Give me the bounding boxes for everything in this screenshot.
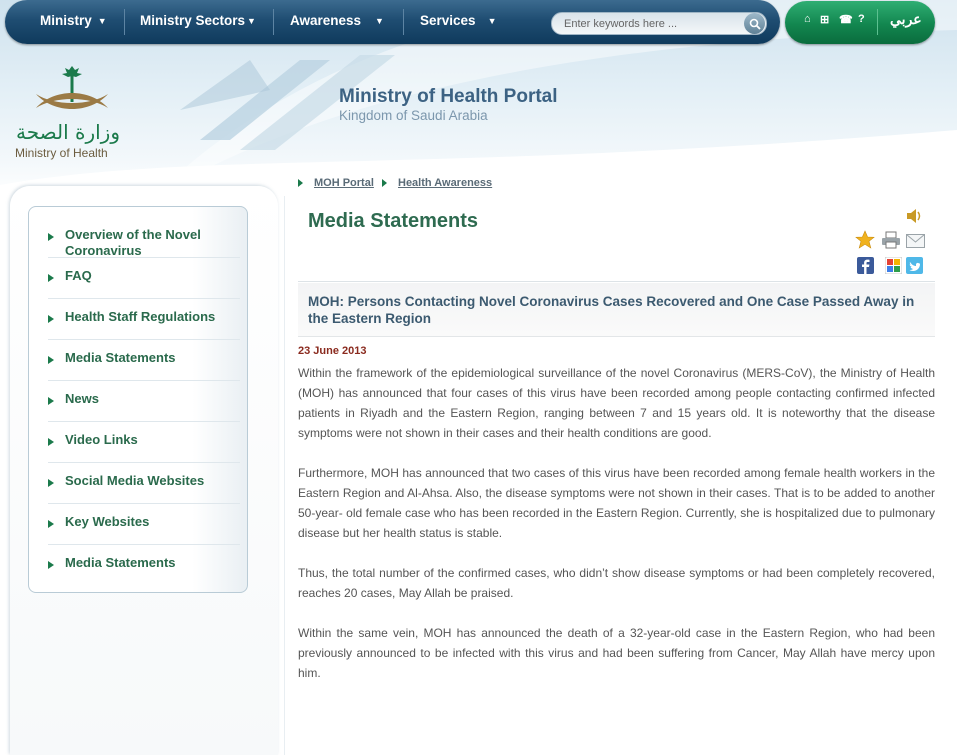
bullet-arrow-icon [48,438,54,446]
print-icon[interactable] [881,231,901,249]
divider [298,281,935,282]
bullet-arrow-icon [48,520,54,528]
sidebar-item-media-statements-2[interactable]: Media Statements [48,555,240,585]
article-title: MOH: Persons Contacting Novel Coronavirus Cases Recovered and One Case Passed Away in the Eastern Region [308,294,915,326]
site-title: Ministry of Health Portal [339,86,558,107]
google-icon[interactable] [885,257,902,274]
email-icon[interactable] [906,234,925,248]
sidebar-item-overview[interactable]: Overview of the Novel Coronavirus [48,227,240,258]
twitter-icon[interactable] [906,257,923,274]
article-paragraph: Within the same vein, MOH has announced the death of a 32-year-old case in the Eastern Region, who had been previously announced to be infected with this virus and had been suffering from Cancer, May Allah have mercy upon him. [298,626,935,680]
bullet-arrow-icon [48,561,54,569]
nav-ministry-sectors[interactable]: Ministry Sectors ▼ [140,13,256,28]
article-body [298,363,935,703]
article-paragraph: Thus, the total number of the confirmed cases, who didn’t show disease symptoms or had been completely recovered, reaches 20 cases, May Allah be praised. [298,566,935,600]
chevron-down-icon: ▼ [247,16,256,26]
article-paragraph: Furthermore, MOH has announced that two cases of this virus have been recorded among female health workers in the Eastern Region and Al-Ahsa. Also, the disease symptoms were not shown in their cases. That is to be added to another 50-year- old female case who has been recorded in the Eastern Region. Currently, she is hospitalized due to pulmonary disease but her health status is stable. [298,466,935,540]
speaker-icon[interactable] [905,207,923,225]
bullet-arrow-icon [48,315,54,323]
nav-awareness[interactable]: Awareness ▼ [290,13,384,28]
page-title: Media Statements [308,210,479,232]
sidebar-item-social-media-websites[interactable]: Social Media Websites [48,473,240,504]
sidebar-menu [28,206,248,593]
article-paragraph: Within the framework of the epidemiological surveillance of the novel Coronavirus (MERS-CoV), the Ministry of Health (MOH) has announced that four cases of this virus have been recorded among people contacting confirmed infected patients in Riyadh and the Eastern Region, ranging between 7 and 15 years old. It is noteworthy that the disease symptoms were not shown in their cases and their health conditions are good. [298,366,935,440]
logo-english-text: Ministry of Health [15,146,108,160]
sidebar-item-key-websites[interactable]: Key Websites [48,514,240,545]
sidebar-item-faq[interactable]: FAQ [48,268,240,299]
bullet-arrow-icon [48,397,54,405]
main-navigation [5,0,780,44]
bullet-arrow-icon [48,233,54,241]
sidebar-item-media-statements[interactable]: Media Statements [48,350,240,381]
logo-arabic-text: وزارة الصحة [16,120,120,144]
phone-icon[interactable]: ☎ [839,14,853,26]
search-icon [749,18,761,30]
article-date: 23 June 2013 [298,345,367,357]
breadcrumb-moh-portal[interactable]: MOH Portal [314,177,374,189]
sidebar-item-health-staff-regulations[interactable]: Health Staff Regulations [48,309,240,340]
article-header [298,283,935,337]
breadcrumb-arrow-icon [298,179,303,187]
sidebar-item-video-links[interactable]: Video Links [48,432,240,463]
breadcrumb-health-awareness[interactable]: Health Awareness [398,177,493,189]
language-switch-link[interactable]: عربي [890,11,922,27]
facebook-icon[interactable] [857,257,874,274]
sidebar-item-news[interactable]: News [48,391,240,422]
bullet-arrow-icon [48,274,54,282]
breadcrumb-arrow-icon [382,179,387,187]
chevron-down-icon: ▼ [375,16,384,26]
site-subtitle: Kingdom of Saudi Arabia [339,108,488,123]
search-button[interactable] [744,13,765,34]
nav-services[interactable]: Services ▼ [420,13,497,28]
search-input[interactable] [564,17,734,31]
nav-ministry[interactable]: Ministry ▼ [40,13,107,28]
home-icon[interactable]: ⌂ [804,13,811,25]
favorite-star-icon[interactable] [855,230,875,249]
bullet-arrow-icon [48,356,54,364]
chevron-down-icon: ▼ [97,16,107,26]
search-box [551,12,767,35]
bullet-arrow-icon [48,479,54,487]
chevron-down-icon: ▼ [487,16,497,26]
help-icon[interactable]: ? [858,13,865,25]
sitemap-icon[interactable]: ⊞ [820,14,830,26]
